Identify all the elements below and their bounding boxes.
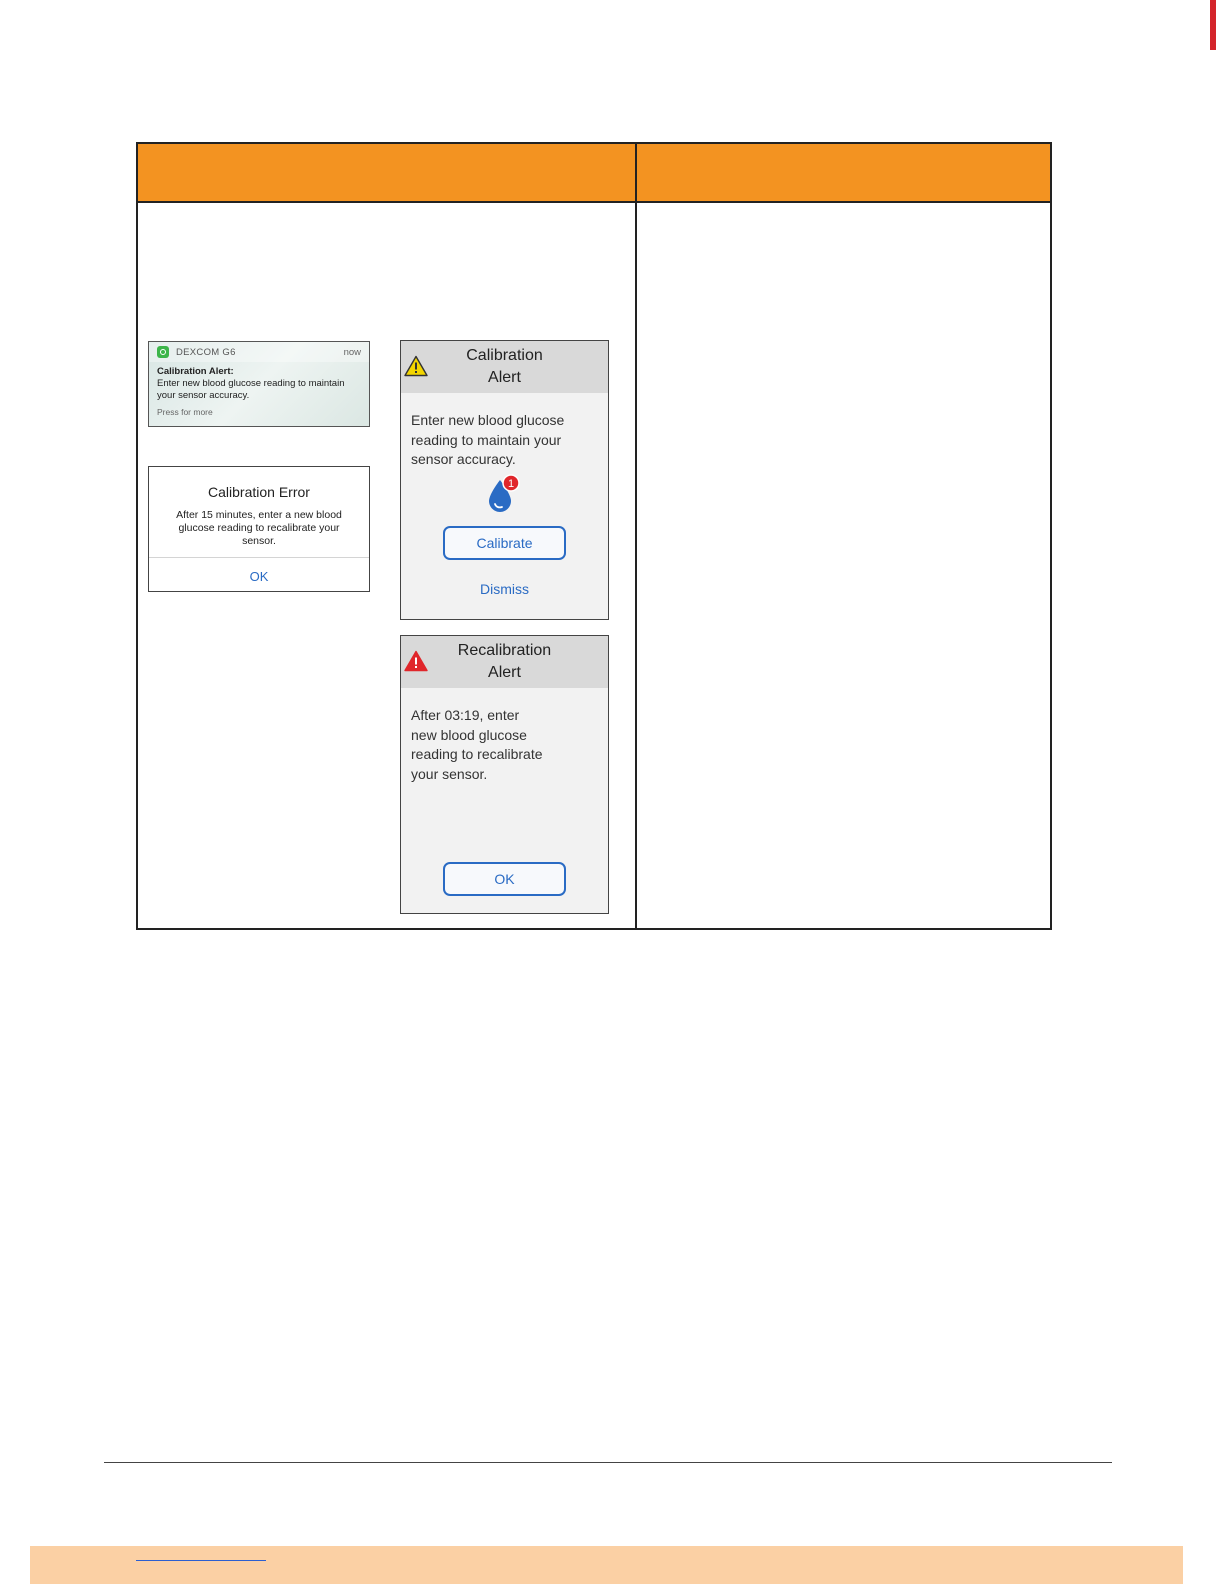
warning-icon (404, 355, 428, 377)
calibration-alert-title-line1: Calibration (466, 347, 543, 364)
calibrate-button[interactable]: Calibrate (443, 526, 566, 560)
recalibration-alert-title-line1: Recalibration (457, 642, 552, 659)
calibration-alert-message: Enter new blood glucose reading to maintain your sensor accuracy. (411, 412, 565, 467)
table-header-row (138, 144, 1050, 203)
notification-press-for-more: Press for more (157, 407, 213, 417)
dexcom-notification-banner[interactable] (148, 341, 370, 427)
recalibration-alert-screen (400, 635, 609, 914)
notification-message: Enter new blood glucose reading to maintain your sensor accuracy. (157, 378, 345, 401)
calibration-alert-header (401, 341, 608, 393)
footer-rule (104, 1462, 1112, 1463)
blood-drop-icon (486, 474, 520, 514)
footer-band (30, 1546, 1183, 1584)
calibration-alert-screen (400, 340, 609, 620)
notification-header (149, 342, 369, 362)
recalibration-alert-header (401, 636, 608, 688)
page-edge-marker (1210, 0, 1216, 50)
notification-title: Calibration Alert: (157, 366, 234, 377)
calibration-error-message: After 15 minutes, enter a new blood glucose reading to recalibrate your sensor. (176, 509, 342, 547)
dialog-separator (149, 557, 369, 558)
warning-icon (404, 650, 428, 672)
calibration-error-dialog (148, 466, 370, 592)
recalibration-ok-button[interactable]: OK (443, 862, 566, 896)
notification-app-name: DEXCOM G6 (176, 346, 236, 358)
notification-time: now (343, 346, 361, 358)
notification-body (149, 362, 369, 418)
calibration-alert-title-line2: Alert (488, 369, 521, 386)
dexcom-app-icon (157, 346, 169, 358)
column-divider (635, 144, 637, 928)
recalibration-alert-message: After 03:19, enter new blood glucose reading to recalibrate your sensor. (411, 707, 543, 782)
calibration-error-title: Calibration Error (208, 484, 310, 500)
footer-link-underline[interactable] (136, 1558, 266, 1561)
calibration-error-ok-button[interactable]: OK (249, 569, 269, 584)
blood-drop-badge: 1 (507, 478, 515, 490)
recalibration-alert-title-line2: Alert (488, 664, 521, 681)
dismiss-button[interactable]: Dismiss (480, 581, 529, 597)
